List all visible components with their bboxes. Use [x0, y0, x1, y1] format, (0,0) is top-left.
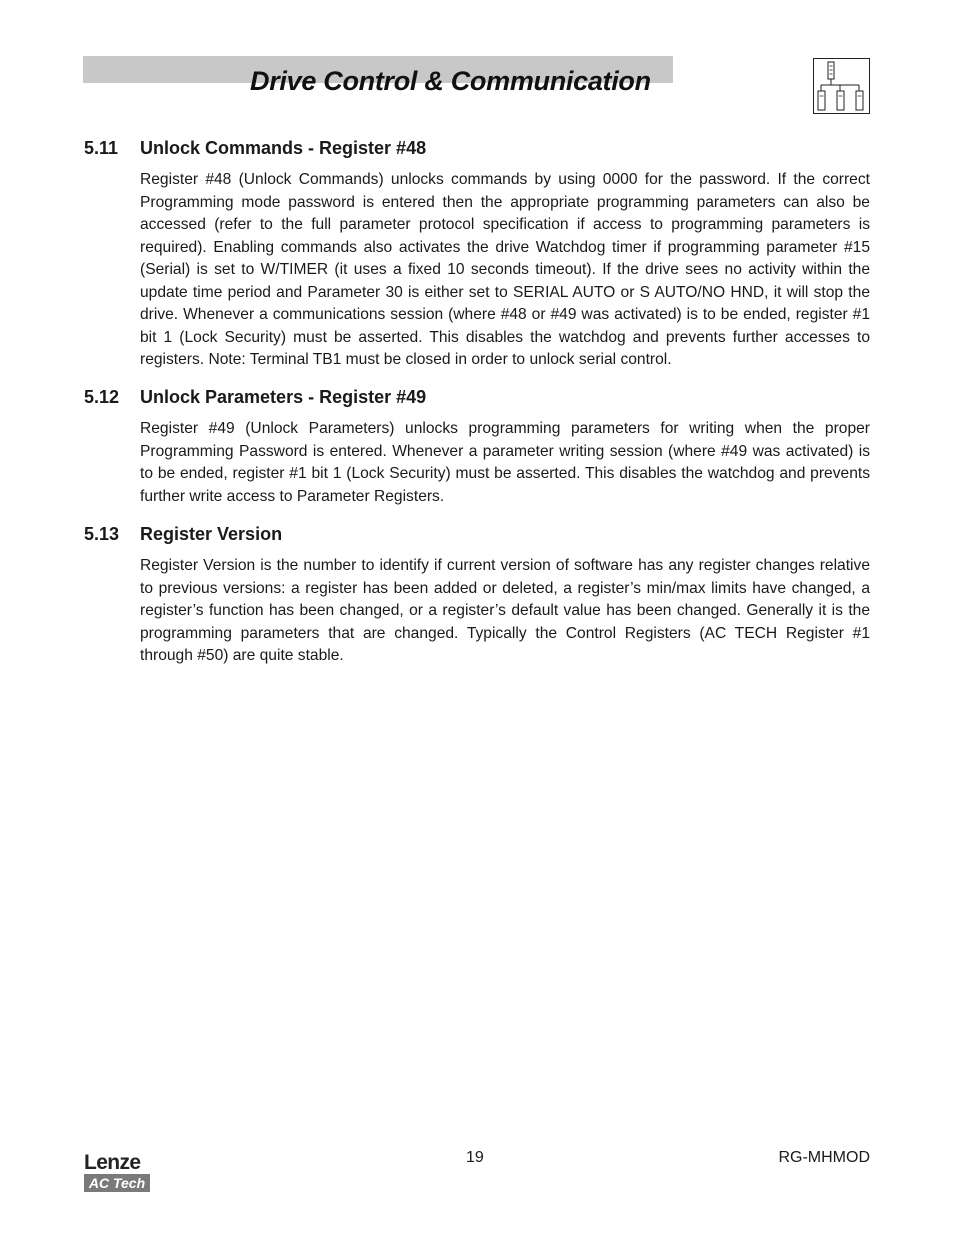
- section-body-5-13: Register Version is the number to identify if current version of software has any register changes relative to previous versions: a register has been added or deleted, a register’s min/max limits have changed, a register’s function has been changed, or a register’s default value has been changed. Generally it is the programming parameters that are changed. Typically the Control Registers (AC TECH Register #1 through #50) are quite stable.: [140, 557, 870, 664]
- section-body-5-11: Register #48 (Unlock Commands) unlocks commands by using 0000 for the password. If the correct Programming mode password is entered then the appropriate programming parameters can also be accessed (refer to the full parameter protocol specification if access to programming parameters is required). Enabling commands also activates the drive Watchdog timer if programming parameter #15 (Serial) is set to W/TIMER (it uses a fixed 10 seconds timeout). If the drive sees no activity within the update time period and Parameter 30 is either set to SERIAL AUTO or S AUTO/NO HND, it will stop the drive. Whenever a communications session (where #48 or #49 was activated) is to be ended, register #1 bit 1 (Lock Security) must be asserted. This disables the watchdog and prevents further accesses to registers. Note: Terminal TB1 must be closed in order to unlock serial control.: [140, 171, 870, 368]
- section-heading-5-11: [84, 138, 426, 159]
- section-number: 5.13: [84, 524, 120, 544]
- logo-bottom-text: AC Tech: [88, 1175, 146, 1191]
- page-number: 19: [466, 1149, 484, 1166]
- section-number: 5.11: [84, 138, 119, 158]
- lenze-ac-tech-logo: [84, 1150, 152, 1194]
- section-title: Register Version: [140, 524, 283, 544]
- section-title: Unlock Commands - Register #48: [140, 138, 427, 158]
- network-diagram-icon: [813, 58, 870, 114]
- document-code: RG-MHMOD: [778, 1149, 870, 1166]
- section-title: Unlock Parameters - Register #49: [140, 387, 427, 407]
- section-number: 5.12: [84, 387, 120, 407]
- logo-top-text: Lenze: [84, 1151, 141, 1174]
- section-body-5-12: Register #49 (Unlock Parameters) unlocks programming parameters for writing when the proper Programming Password is entered. Whenever a parameter writing session (where #49 was activated) is to be ended, register #1 bit 1 (Lock Security) must be asserted. This disables the watchdog and prevents further write access to Parameter Registers.: [140, 420, 870, 505]
- page-title: Drive Control & Communication: [250, 66, 651, 96]
- section-heading-5-12: [84, 387, 426, 408]
- section-heading-5-13: [84, 524, 282, 545]
